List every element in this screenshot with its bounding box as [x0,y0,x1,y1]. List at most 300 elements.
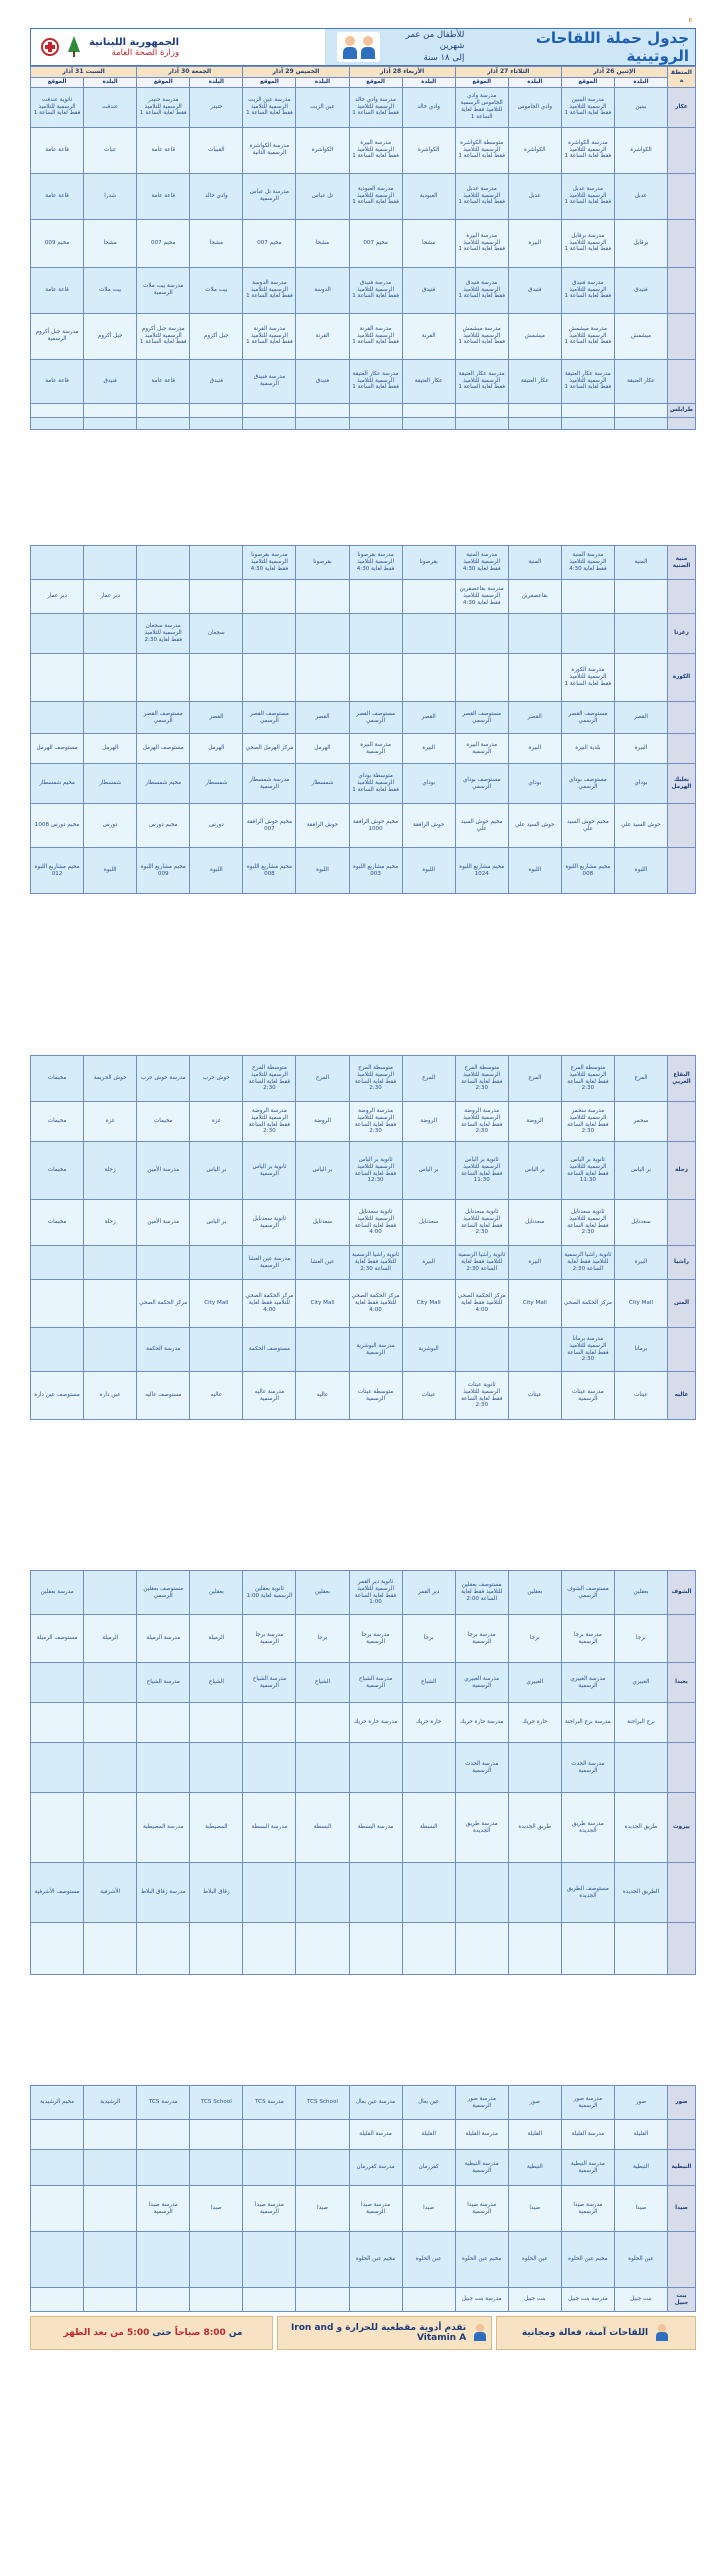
town-cell [84,1663,137,1703]
place-cell [243,614,296,654]
place-cell: مخيم 007 [349,219,402,267]
town-cell [190,1246,243,1280]
town-cell: الروضة [402,1102,455,1142]
town-cell: بوداي [402,764,455,804]
place-cell [31,702,84,734]
district-cell: عاليه [668,1372,696,1420]
table-row [31,219,696,267]
place-cell: مخيم الرشيدية [31,2086,84,2120]
town-cell: حوش السيد علي [614,804,667,848]
town-cell [84,702,137,734]
town-cell: شدرا [84,173,137,219]
place-cell: قاعة عامة [137,127,190,173]
place-cell: ثانوية بر الياس الرسمية للتلاميذ فقط لغاية الساعة 11:30 [455,1142,508,1200]
town-cell: عين دارة [84,1372,137,1420]
place-cell: مدرسة كفررمان [349,2150,402,2186]
town-cell: الهرمل [84,734,137,764]
place-cell: مدرسة الشياح [137,1663,190,1703]
town-cell [84,1280,137,1328]
place-cell [137,1923,190,1975]
town-cell [190,1743,243,1793]
town-cell: TCS School [190,2086,243,2120]
place-cell: مدرسة البسطة [349,1793,402,1863]
place-cell: مدرسة عكار العتيقة الرسمية للتلاميذ فقط لغاية الساعة 1 [349,359,402,403]
place-cell: مدرسة حارة حريك [349,1703,402,1743]
place-cell: مدرسة فنيدق الرسمية للتلاميذ فقط لغاية الساعة 1 [561,267,614,313]
town-cell: بعقلين [508,1571,561,1615]
town-cell: بر الياس [614,1142,667,1200]
place-cell: مستوصف القصر الرسمي [561,702,614,734]
town-cell [296,1923,349,1975]
town-cell: القبيات [190,127,243,173]
place-cell: مخيم حوش السيد علي [561,804,614,848]
town-cell: صور [508,2086,561,2120]
place-cell: مستوصف القصر الرسمي [137,702,190,734]
town-cell: بر الياس [402,1142,455,1200]
town-cell: برجا [508,1615,561,1663]
town-cell: القرنة [402,313,455,359]
town-cell [84,1923,137,1975]
district-cell [668,734,696,764]
town-cell: صيدا [190,2186,243,2232]
place-cell: مدرسة صيدا الرسمية [137,2186,190,2232]
place-cell [455,654,508,702]
town-cell: حوش الرافقة [402,804,455,848]
place-cell: متوسطة الكواشرة الرسمية للتلاميذ فقط لغاية الساعة 1 [455,127,508,173]
place-cell [31,1328,84,1372]
town-cell: صور [614,2086,667,2120]
place-cell: مستوصف الرميلة [31,1615,84,1663]
place-cell: مخيم مشاريع اللبوة 003 [349,848,402,894]
place-cell: مدرسة بيت ملات الرسمية [137,267,190,313]
table-row [31,1863,696,1923]
place-cell: مخيم شمسطار [137,764,190,804]
table-row [31,2086,696,2120]
town-cell: سعدنايل [614,1200,667,1246]
town-cell: الأشرفية [84,1863,137,1923]
table-row [31,2150,696,2186]
place-cell: مدرسة صيدا الرسمية [243,2186,296,2232]
town-cell: ميشمش [508,313,561,359]
vitamin-text: تقدم أدوية مقطعية للحرارة و Iron and Vitamin A [290,2323,467,2343]
table-row [31,580,696,614]
table-row [31,702,696,734]
town-cell: القرنة [296,313,349,359]
place-cell [455,1923,508,1975]
town-cell [84,2120,137,2150]
place-cell: مدرسة برجا الرسمية [455,1615,508,1663]
town-cell [296,1703,349,1743]
place-cell: مستوصف عين دارة [31,1372,84,1420]
place-header: الموقع [455,77,508,87]
town-cell: عيتات [614,1372,667,1420]
place-cell: مدرسة فنيدق الرسمية للتلاميذ فقط لغاية الساعة 1 [349,267,402,313]
town-cell: عكار العتيقة [402,359,455,403]
place-cell: مدرسة فنيدق الرسمية للتلاميذ فقط لغاية الساعة 1 [455,267,508,313]
town-cell: البيرة [402,1246,455,1280]
days-header-row [31,67,696,78]
town-cell: النبطية [508,2150,561,2186]
town-cell: فنيدق [508,267,561,313]
place-cell [561,403,614,417]
district-cell [668,1703,696,1743]
district-header: المنطقة [668,67,696,88]
town-cell: سجعان [190,614,243,654]
place-cell: مدرسة عدبل الرسمية للتلاميذ فقط لغاية الساعة 1 [455,173,508,219]
cedar-icon [65,36,83,58]
place-cell [137,1743,190,1793]
place-cell: ثانوية بر الياس الرسمية [243,1142,296,1200]
place-cell [349,1923,402,1975]
place-cell: مدرسة القرنة الرسمية للتلاميذ فقط لغاية الساعة 1 [243,313,296,359]
district-cell [668,417,696,429]
table-row [31,734,696,764]
table-row [31,1328,696,1372]
table-row [31,2186,696,2232]
town-cell [84,654,137,702]
town-cell: الهرمل [296,734,349,764]
place-cell: مدرسة عكار العتيقة الرسمية للتلاميذ فقط لغاية الساعة 1 [561,359,614,403]
table-row [31,417,696,429]
place-cell [455,403,508,417]
place-cell: ثانوية سعدنايل الرسمية للتلاميذ فقط لغاية الساعة 4:00 [349,1200,402,1246]
subtitle-line-1: للأطفال من عمر شهرين [405,30,465,52]
district-cell [668,1200,696,1246]
day-header: السبت 31 آذار [31,67,137,78]
place-cell: مدرسة شمسطار الرسمية [243,764,296,804]
town-cell: شمسطار [296,764,349,804]
table-row [31,1372,696,1420]
town-cell: النبطية [614,2150,667,2186]
town-cell [296,417,349,429]
place-cell [137,2120,190,2150]
header-title-box [325,29,695,65]
town-cell: حارة حريك [508,1703,561,1743]
district-cell: زغرتا [668,614,696,654]
place-cell: مدرسة بنت جبيل [455,2288,508,2312]
place-cell: مدرسة برقايل الرسمية للتلاميذ فقط لغاية الساعة 1 [561,219,614,267]
table-row [31,1793,696,1863]
place-cell: ثانوية راشيا الرسمية للتلاميذ فقط لغاية الساعة 2:30 [561,1246,614,1280]
place-cell: متوسطة عيتات الرسمية [349,1372,402,1420]
place-cell: مدرسة برمانا الرسمية للتلاميذ فقط لغاية الساعة 2:30 [561,1328,614,1372]
town-cell: اللبوة [296,848,349,894]
district-cell: الشوف [668,1571,696,1615]
town-cell: جبل أكروم [190,313,243,359]
place-cell [31,1663,84,1703]
place-cell: مخيم 007 [137,219,190,267]
district-cell [668,1743,696,1793]
town-cell: غزة [190,1102,243,1142]
town-cell: برمانا [614,1328,667,1372]
place-cell [137,654,190,702]
district-cell [668,359,696,403]
town-cell [296,403,349,417]
town-cell: البسطة [296,1793,349,1863]
town-cell: صيدا [296,2186,349,2232]
town-cell [296,2150,349,2186]
place-cell [137,1246,190,1280]
town-cell [508,1923,561,1975]
place-cell: مدرسة الحدث الرسمية [455,1743,508,1793]
place-cell: مدرسة ميشمش الرسمية للتلاميذ فقط لغاية الساعة 1 [561,313,614,359]
place-cell [243,2288,296,2312]
town-cell [614,580,667,614]
place-cell [349,580,402,614]
place-cell: مدرسة الكورة الرسمية للتلاميذ فقط لغاية الساعة 1 [561,654,614,702]
place-cell: مخيم عين الحلوة [455,2232,508,2288]
place-cell [243,580,296,614]
town-cell [84,546,137,580]
town-cell: اللبوة [402,848,455,894]
place-cell: مخيم حوش الرافقة 007 [243,804,296,848]
place-cell: مستوصف الطريق الجديدة [561,1863,614,1923]
district-cell: الكورة [668,654,696,702]
place-cell: مدرسة المنية الرسمية للتلاميذ فقط لغاية 4:30 [455,546,508,580]
town-cell [296,2288,349,2312]
town-cell: بر الياس [296,1142,349,1200]
town-cell [402,417,455,429]
town-cell: القليلة [614,2120,667,2150]
place-cell [561,580,614,614]
town-cell: طريق الجديدة [614,1793,667,1863]
place-cell: مخيم 009 [31,219,84,267]
town-cell: بقاعصفرين [508,580,561,614]
page-title: جدول حملة اللقاحات الروتينية [535,29,689,65]
place-cell: مستوصف بعقلين للتلاميذ فقط لغاية الساعة 2:00 [455,1571,508,1615]
town-cell [84,2288,137,2312]
town-cell: الشياح [190,1663,243,1703]
town-cell: المرج [402,1056,455,1102]
town-cell: صيدا [402,2186,455,2232]
place-cell: متوسطة المرج الرسمية للتلاميذ فقط لغاية الساعة 2:30 [455,1056,508,1102]
town-cell [402,1863,455,1923]
town-cell: برجا [614,1615,667,1663]
vaccines-free-text: اللقاحات آمنة، فعالة ومجانية [521,2328,649,2338]
place-cell [31,1703,84,1743]
table-row [31,1142,696,1200]
hours-end: 5:00 من بعد الظهر [63,2328,150,2338]
place-cell [243,403,296,417]
table-row [31,1743,696,1793]
place-cell: مدرسة الحدث الرسمية [561,1743,614,1793]
town-cell: زقاق البلاط [190,1863,243,1923]
place-cell [137,2150,190,2186]
place-cell [243,417,296,429]
town-cell: الكواشرة [508,127,561,173]
town-cell: البوشرية [402,1328,455,1372]
town-header: البلدة [84,77,137,87]
district-cell: النبطية [668,2150,696,2186]
child-icon [472,2324,485,2342]
place-cell: ثانوية سعدنايل الرسمية للتلاميذ فقط لغاية الساعة 2:30 [455,1200,508,1246]
table-row [31,2288,696,2312]
place-cell: مركز الهرمل الصحي [243,734,296,764]
place-cell [243,1923,296,1975]
town-cell [614,1923,667,1975]
district-cell: بيروت [668,1793,696,1863]
place-cell [137,546,190,580]
town-cell: الكواشرة [296,127,349,173]
hours-banner [30,2316,273,2350]
place-cell: مخيم شمسطار [31,764,84,804]
place-cell: مدرسة برجا الرسمية [561,1615,614,1663]
town-cell: شمسطار [84,764,137,804]
town-cell [190,1703,243,1743]
place-cell: مدرسة الشياح الرسمية [243,1663,296,1703]
town-cell: صيدا [614,2186,667,2232]
town-cell: دير القمر [402,1571,455,1615]
town-cell [508,1863,561,1923]
town-cell [84,1571,137,1615]
town-cell: البيرة [508,219,561,267]
place-cell: مدرسة بعقلين [31,1571,84,1615]
place-cell: مدرسة صور الرسمية [455,2086,508,2120]
schedule-page-5 [30,2085,696,2350]
place-cell: مخيم دورس 1008 [31,804,84,848]
place-cell: مدرسة عاليه الرسمية [243,1372,296,1420]
table-row [31,614,696,654]
place-cell [137,580,190,614]
town-cell: عاليه [296,1372,349,1420]
place-cell: متوسطة بوداي الرسمية للتلاميذ فقط لغاية الساعة 1 [349,764,402,804]
place-cell: مدرسة بقرصونا الرسمية للتلاميذ فقط لغاية 4:30 [349,546,402,580]
table-row [31,1663,696,1703]
district-cell: راشيا [668,1246,696,1280]
place-cell [31,1246,84,1280]
place-cell: متوسطة المرج الرسمية للتلاميذ فقط لغاية الساعة 2:30 [349,1056,402,1102]
place-cell: مدرسة بقرصونا الرسمية للتلاميذ فقط لغاية 4:30 [243,546,296,580]
town-cell: البيرة [508,1246,561,1280]
place-cell: مدرسة طريق الجديدة [561,1793,614,1863]
town-cell [84,2232,137,2288]
place-cell [349,1863,402,1923]
town-cell: عين الحلوة [402,2232,455,2288]
town-cell: دورس [84,804,137,848]
table-row [31,313,696,359]
place-cell: ثانوية سعدنايل الرسمية للتلاميذ فقط لغاية الساعة 2:30 [561,1200,614,1246]
schedule-table-1 [30,66,696,430]
town-cell [190,654,243,702]
place-cell: مدرسة عين بعال [349,2086,402,2120]
town-cell [402,1743,455,1793]
ministry-emblem-icon [41,38,59,56]
place-cell: مدرسة البيرة الرسمية [349,734,402,764]
place-cell [243,2232,296,2288]
district-cell [668,219,696,267]
town-cell: حوش الحريمة [84,1056,137,1102]
town-cell [84,1793,137,1863]
place-cell [243,2120,296,2150]
town-cell [508,403,561,417]
district-cell: بعبدا [668,1663,696,1703]
district-cell [668,173,696,219]
town-cell [84,1703,137,1743]
town-cell [190,2232,243,2288]
schedule-page-3 [30,1055,696,1420]
place-cell: مدرسة العبودية الرسمية للتلاميذ فقط لغاية الساعة 1 [349,173,402,219]
district-cell: البقاع الغربي [668,1056,696,1102]
town-cell: القصر [296,702,349,734]
town-cell [190,2288,243,2312]
town-cell: الروضة [296,1102,349,1142]
town-cell: عين الحلوة [614,2232,667,2288]
town-cell [84,1743,137,1793]
town-cell: عدبل [614,173,667,219]
place-cell: مخيم 007 [243,219,296,267]
town-cell [190,580,243,614]
town-cell: بر الياس [190,1200,243,1246]
place-cell [243,1703,296,1743]
town-cell: برج البراجنة [614,1703,667,1743]
place-cell: مدرسة جبل أكروم الرسمية [31,313,84,359]
town-cell: طريق الجديدة [508,1793,561,1863]
town-cell: القصر [190,702,243,734]
place-cell: قاعة عامة [31,359,84,403]
town-cell: فنيدق [296,359,349,403]
town-header: البلدة [614,77,667,87]
place-cell: مخيم حوش الرافقة 1000 [349,804,402,848]
table-row [31,127,696,173]
place-cell: مدرسة سجعان الرسمية للتلاميذ فقط لغاية 2:30 [137,614,190,654]
place-cell: مركز الحكمة الصحي [137,1280,190,1328]
place-cell: مدرسة الغبيري الرسمية [561,1663,614,1703]
town-cell [296,1328,349,1372]
town-cell: حوش الرافقة [296,804,349,848]
town-cell: عين العشا [296,1246,349,1280]
town-cell: بوداي [614,764,667,804]
place-cell: مستوصف الأشرفية [31,1863,84,1923]
town-cell [614,403,667,417]
page-subtitle [380,30,464,63]
place-header: الموقع [561,77,614,87]
place-cell: مدرسة الروضة الرسمية للتلاميذ فقط لغاية الساعة 2:30 [349,1102,402,1142]
place-cell: قاعة عامة [31,267,84,313]
town-cell: اللبوة [508,848,561,894]
town-cell: حوش حرب [190,1056,243,1102]
hours-until: حتى [152,2328,172,2338]
town-cell: City Mall [296,1280,349,1328]
town-cell: وادي خالد [190,173,243,219]
town-cell: اللبوة [84,848,137,894]
place-cell: مدرسة النبطية الرسمية [455,2150,508,2186]
district-cell: طرابلس [668,403,696,417]
place-cell: مدرسة ميشمش الرسمية للتلاميذ فقط لغاية الساعة 1 [455,313,508,359]
place-header: الموقع [137,77,190,87]
town-cell: الشياح [402,1663,455,1703]
town-cell: عين بعال [402,2086,455,2120]
sub-header-row [31,77,696,87]
place-cell: قاعة عامة [137,173,190,219]
place-cell: مخيم عين الحلوة [349,2232,402,2288]
place-cell: مدرسة فنيدق الرسمية [243,359,296,403]
district-cell [668,2120,696,2150]
town-cell [296,2120,349,2150]
place-cell [349,2288,402,2312]
town-cell: الرميلة [190,1615,243,1663]
place-cell: مستوصف بعقلين الرسمي [137,1571,190,1615]
place-cell: مخيم حوش السيد علي [455,804,508,848]
town-cell: بنت جبيل [508,2288,561,2312]
place-cell: مدرسة برجا الرسمية [349,1615,402,1663]
place-header: الموقع [349,77,402,87]
place-cell: مدرسة القليلة [349,2120,402,2150]
place-cell: مدرسة القليلة [455,2120,508,2150]
town-cell [84,417,137,429]
place-cell: مركز الحكمة الصحي [561,1280,614,1328]
place-cell: مستوصف القصر الرسمي [455,702,508,734]
district-cell: زحلة [668,1142,696,1200]
